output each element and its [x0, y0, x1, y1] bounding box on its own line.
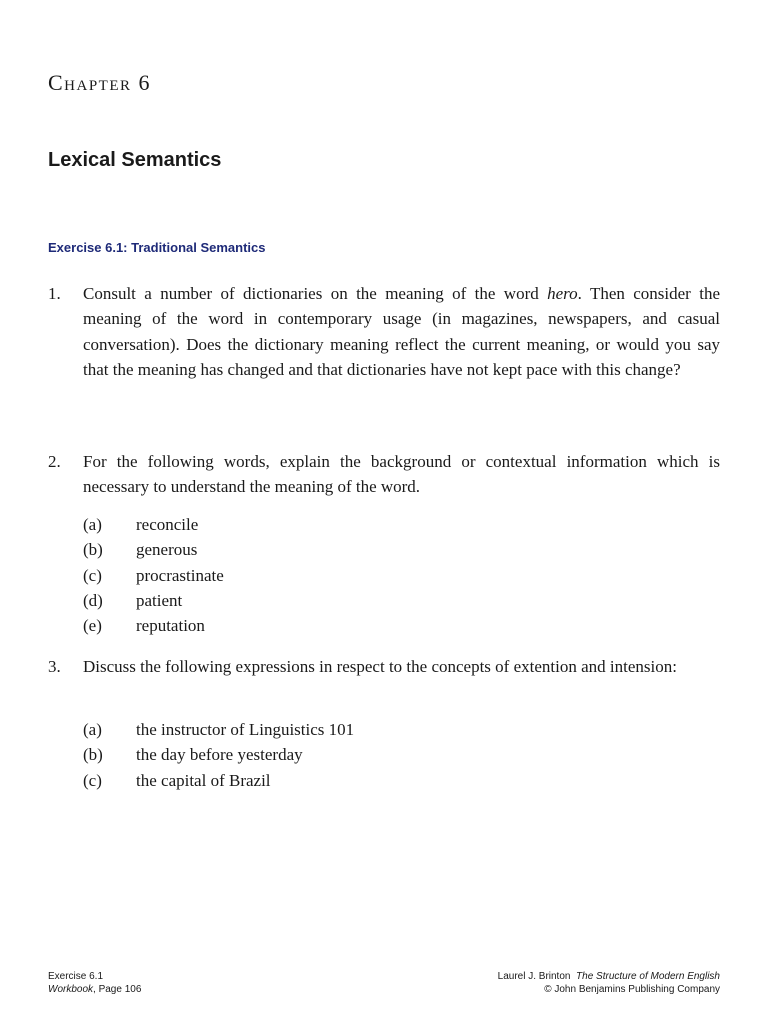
list-item: [83, 717, 354, 742]
question-text-part: . Then consider the meaning of the word in contemporary usage (in magazines, newspapers, and casual conversation). Does the dictionary meaning reflect the current meaning, or would you say that the meaning has changed and that dictionaries have not kept pace with this change?: [83, 284, 720, 379]
item-label: (c): [83, 565, 102, 585]
footer-right: [498, 970, 720, 996]
chapter-label: Chapter 6: [48, 70, 152, 95]
question-text: For the following words, explain the background or contextual information which is necessary to understand the meaning of the word.: [83, 452, 720, 497]
item-label: (e): [83, 616, 102, 636]
item-label: (b): [83, 745, 103, 765]
item-text: the instructor of Linguistics 101: [136, 720, 355, 739]
footer-citation: [498, 970, 720, 983]
footer-page-ref: [48, 983, 141, 996]
list-item: [83, 768, 354, 793]
footer-book-title: The Structure of Modern English: [576, 971, 720, 982]
item-text: generous: [136, 540, 198, 560]
question-italic-word: hero: [547, 284, 578, 303]
question-number: 1.: [48, 284, 61, 303]
list-item: [83, 563, 224, 588]
question-text: [83, 281, 720, 382]
item-text: reputation: [136, 616, 205, 636]
item-label: (c): [83, 770, 102, 790]
footer-workbook-label: Workbook: [48, 984, 94, 995]
item-text: the capital of Brazil: [136, 770, 271, 790]
chapter-title: Lexical Semantics: [48, 149, 222, 171]
question-text-part: Consult a number of dictionaries on the meaning of the word: [83, 284, 548, 303]
question-text: Discuss the following expressions in respect to the concepts of extention and intension:: [83, 657, 677, 676]
footer-copyright: © John Benjamins Publishing Company: [544, 984, 720, 995]
question-1: [48, 281, 720, 382]
item-label: (a): [83, 515, 102, 534]
question-3-items: [83, 717, 354, 793]
question-number: 3.: [48, 657, 61, 676]
list-item: [83, 742, 354, 767]
item-text: patient: [136, 590, 183, 610]
item-label: (a): [83, 720, 102, 739]
list-item: [83, 588, 224, 613]
footer-exercise-ref: Exercise 6.1: [48, 971, 104, 982]
footer-page-number: , Page 106: [93, 984, 142, 995]
item-label: (d): [83, 590, 103, 610]
footer-author: Laurel J. Brinton: [497, 971, 571, 982]
list-item: [83, 512, 224, 537]
item-text: procrastinate: [136, 565, 224, 585]
list-item: [83, 537, 224, 562]
list-item: [83, 613, 224, 638]
item-label: (b): [83, 540, 103, 560]
question-2: [48, 449, 720, 500]
question-number: 2.: [48, 452, 61, 471]
question-2-items: [83, 512, 224, 638]
question-3: [48, 654, 720, 679]
exercise-heading: Exercise 6.1: Traditional Semantics: [48, 240, 266, 255]
item-text: the day before yesterday: [136, 745, 303, 765]
item-text: reconcile: [136, 515, 199, 534]
footer-left: [48, 970, 141, 996]
